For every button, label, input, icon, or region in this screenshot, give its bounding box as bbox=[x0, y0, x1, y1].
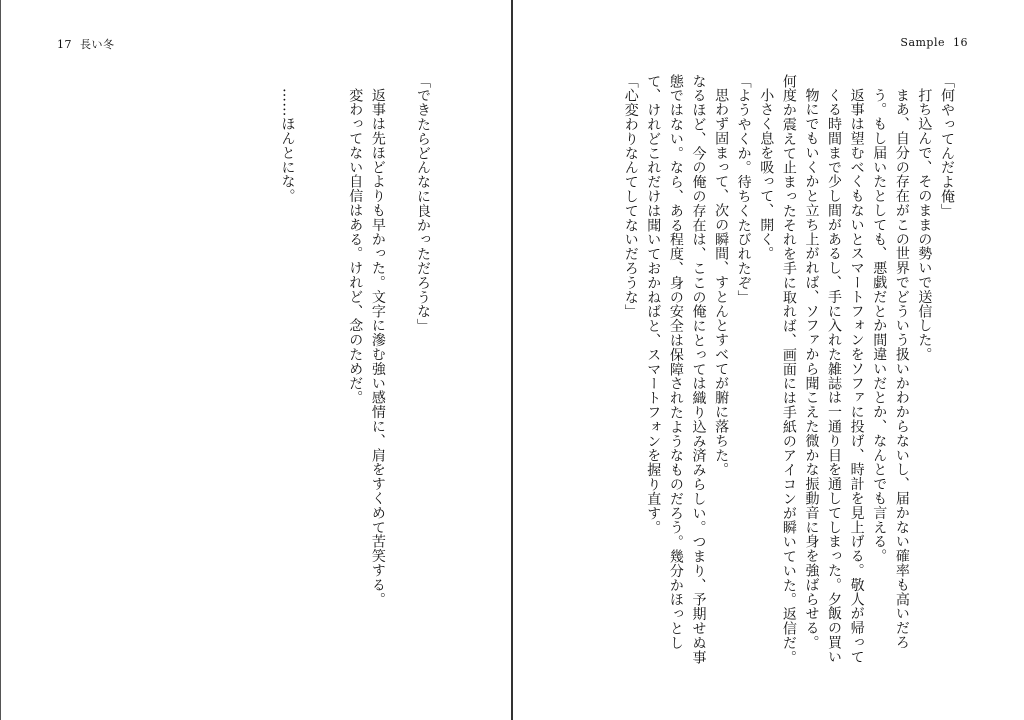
right-page bbox=[513, 0, 1024, 720]
right-running-label: Sample bbox=[900, 36, 945, 49]
left-body-text bbox=[276, 74, 434, 674]
paragraph: 思わず固まって、次の瞬間、すとんとすべてが腑に落ちた。 bbox=[713, 88, 730, 477]
left-chapter-title: 長い冬 bbox=[80, 38, 115, 51]
left-running-head bbox=[57, 36, 115, 52]
paragraph: 「何やってんだよ俺」 bbox=[939, 74, 955, 218]
paragraph: 打ち込んで、そのままの勢いで送信した。 bbox=[916, 88, 933, 362]
paragraph: 「できたらどんなに良かっただろうな」 bbox=[415, 74, 431, 334]
right-body-text bbox=[619, 74, 958, 674]
blank-line bbox=[298, 74, 321, 674]
paragraph: ……ほんとにな。 bbox=[279, 88, 296, 204]
blank-line bbox=[321, 74, 344, 674]
paragraph: なるほど、今の俺の存在は、ここの俺にとっては織り込み済みらしい。つまり、予期せぬ事態ではない。なら、ある程度、身の安全は保障されたようなものだろう。幾分かほっとして、けれどこれだけは聞いておかねばと、スマートフォンを握り直す。 bbox=[645, 74, 707, 665]
right-page-number: 16 bbox=[953, 36, 968, 49]
paragraph: 返事は先ほどよりも早かった。文字に滲む強い感情に、肩をすくめて苦笑する。 bbox=[369, 88, 386, 607]
paragraph: 変わってない自信はある。けれど、念のためだ。 bbox=[347, 88, 364, 405]
paragraph: 小さく息を吸って、開く。 bbox=[758, 88, 775, 261]
paragraph: 「心変わりなんてしてないだろうな」 bbox=[622, 74, 639, 319]
left-page-number: 17 bbox=[57, 38, 72, 51]
paragraph: 「ようやくか。待ちくたびれたぞ」 bbox=[735, 74, 752, 305]
blank-line bbox=[389, 74, 412, 674]
right-running-head bbox=[900, 36, 968, 49]
paragraph: 返事は望むべくもないとスマートフォンをソファに投げ、時計を見上げる。敬人が帰ってくる時間まで少し間があるし、手に入れた雑誌は一通り目を通してしまった。夕飯の買い物にでもいくかと立ち上がれば、ソファから聞こえた微かな振動音に身を強ばらせる。 bbox=[803, 88, 865, 664]
paragraph: 何度か震えて止まったそれを手に取れば、画面には手紙のアイコンが瞬いていた。返信だ。 bbox=[780, 74, 797, 665]
paragraph: まあ、自分の存在がこの世界でどういう扱いかわからないし、届かない確率も高いだろう。もし届いたとしても、悪戯だとか間違いだとか、なんとでも言える。 bbox=[871, 88, 910, 650]
